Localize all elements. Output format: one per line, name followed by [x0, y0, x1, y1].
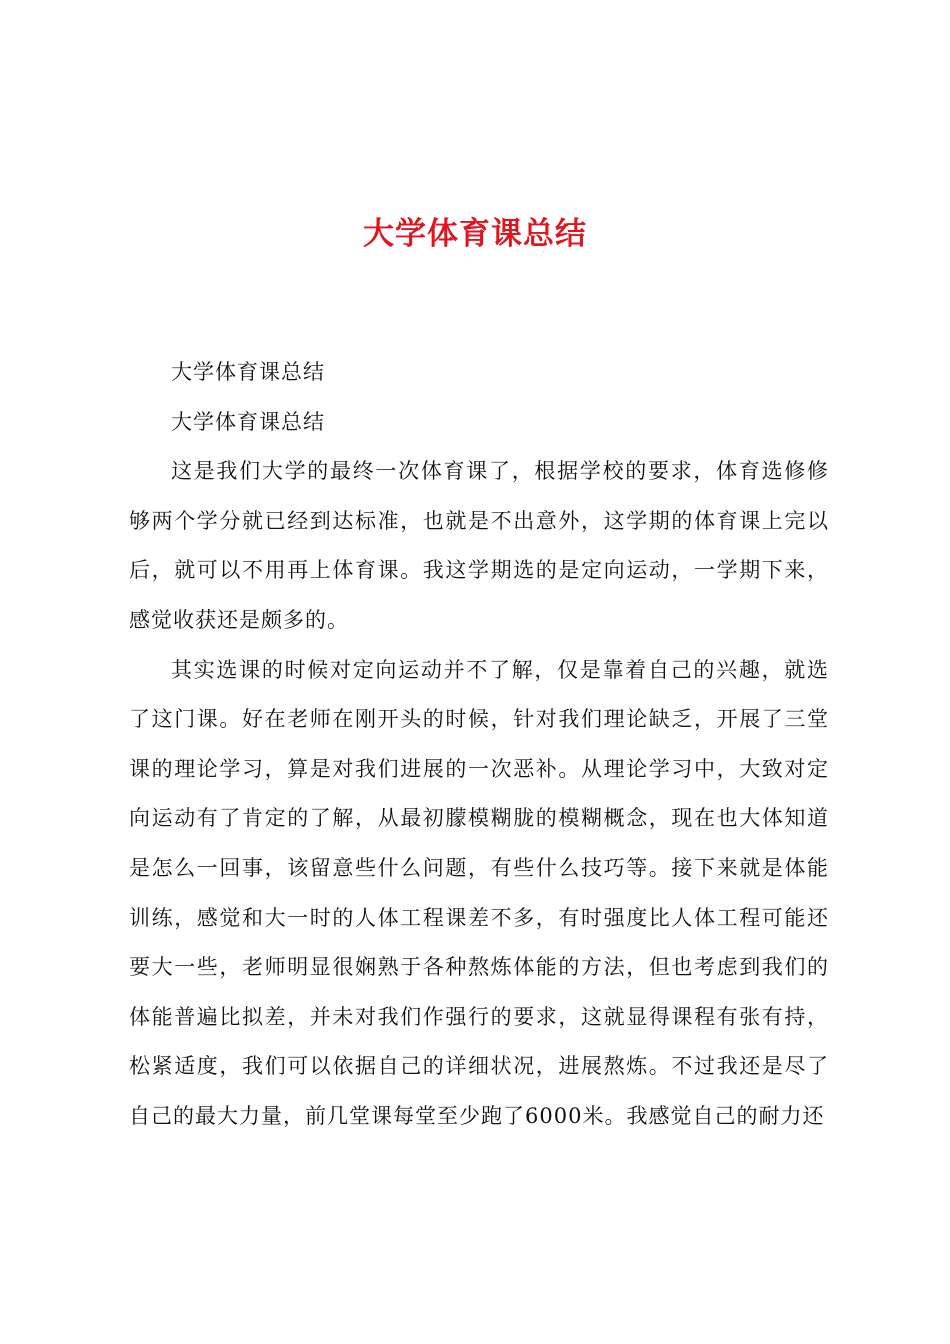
paragraph: 这是我们大学的最终一次体育课了，根据学校的要求，体育选修修够两个学分就已经到达标准，也就是不出意外，这学期的体育课上完以后，就可以不用再上体育课。我这学期选的是定向运动，一学期下来，感觉收获还是颇多的。: [129, 459, 829, 632]
paragraph: 其实选课的时候对定向运动并不了解，仅是靠着自己的兴趣，就选了这门课。好在老师在刚开头的时候，针对我们理论缺乏，开展了三堂课的理论学习，算是对我们进展的一次恶补。从理论学习中，大致对定向运动有了肯定的了解，从最初朦模糊胧的模糊概念，现在也大体知道是怎么一回事，该留意些什么问题，有些什么技巧等。接下来就是体能训练，感觉和大一时的人体工程课差不多，有时强度比人体工程可能还要大一些，老师明显很娴熟于各种熬炼体能的方法，但也考虑到我们的体能普遍比拟差，并未对我们作强行的要求，这就显得课程有张有持，松紧适度，我们可以依据自己的详细状况，进展熬炼。不过我还是尽了自己的最大力量，前几堂课每堂至少跑了6000米。我感觉自己的耐力还: [129, 657, 829, 1128]
document-body: [129, 348, 829, 1142]
paragraph: 大学体育课总结: [171, 409, 325, 434]
paragraph: 大学体育课总结: [171, 360, 325, 384]
document-title: 大学体育课总结: [363, 216, 587, 252]
